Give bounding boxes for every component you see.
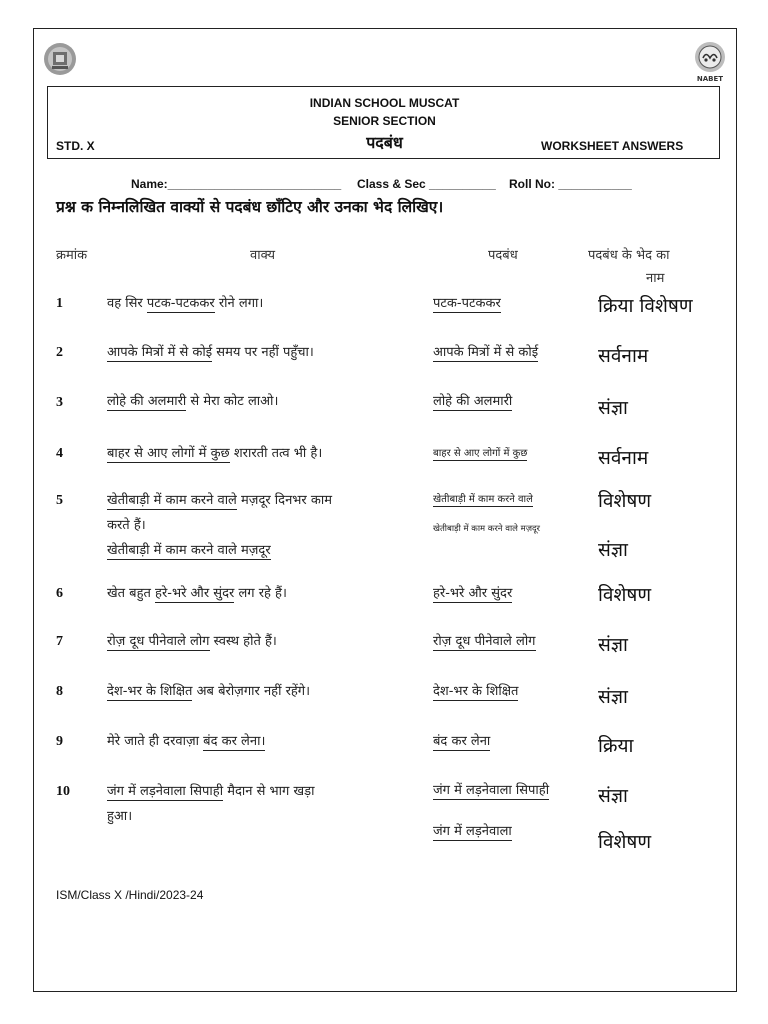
row-number: 7 [56, 634, 63, 649]
col-header-sentence: वाक्य [250, 248, 276, 263]
col-header-serial: क्रमांक [56, 248, 88, 263]
row-number: 4 [56, 446, 63, 461]
phrase-answer: जंग में लड़नेवाला सिपाही [433, 780, 549, 800]
phrase-answer: बंद कर लेना [433, 731, 490, 751]
worksheet-label: WORKSHEET ANSWERS [541, 139, 684, 153]
sentence-text: खेतीबाड़ी में काम करने वाले मज़दूर दिनभर काम [107, 493, 332, 508]
row-number: 8 [56, 684, 63, 699]
phrase-answer: आपके मित्रों में से कोई [433, 342, 538, 362]
phrase-answer-2: खेतीबाड़ी में काम करने वाले मज़दूर [433, 524, 541, 534]
std-label: STD. X [56, 139, 95, 153]
phrase-answer: लोहे की अलमारी [433, 391, 512, 411]
sentence-text: वह सिर पटक-पटककर रोने लगा। [107, 296, 264, 311]
phrase-answer: पटक-पटककर [433, 293, 501, 313]
phrase-answer: देश-भर के शिक्षित [433, 681, 518, 701]
phrase-type: सर्वनाम [598, 345, 649, 367]
school-name: INDIAN SCHOOL MUSCAT [309, 96, 460, 110]
phrase-type: संज्ञा [598, 686, 628, 708]
phrase-type: क्रिया विशेषण [598, 295, 693, 317]
header-box [47, 86, 720, 159]
sentence-text: खेत बहुत हरे-भरे और सुंदर लग रहे हैं। [107, 586, 287, 601]
phrase-type: क्रिया [598, 735, 634, 757]
nabet-logo-icon [690, 40, 730, 84]
phrase-type: विशेषण [598, 584, 652, 606]
sentence-text: मेरे जाते ही दरवाज़ा बंद कर लेना। [107, 734, 266, 749]
phrase-type: संज्ञा [598, 785, 628, 807]
col-header-type: पदबंध के भेद का [588, 248, 670, 263]
sentence-text: बाहर से आए लोगों में कुछ शरारती तत्व भी है। [107, 446, 323, 461]
class-sec-field: Class & Sec __________ [357, 177, 496, 191]
col-header-phrase: पदबंध [488, 248, 518, 263]
section-name: SENIOR SECTION [333, 114, 436, 128]
phrase-answer: बाहर से आए लोगों में कुछ [433, 445, 527, 461]
footer-code: ISM/Class X /Hindi/2023-24 [56, 888, 204, 902]
sentence-text: देश-भर के शिक्षित अब बेरोज़गार नहीं रहेंगे। [107, 684, 311, 699]
row-number: 9 [56, 734, 63, 749]
row-number: 5 [56, 493, 63, 508]
phrase-answer: हरे-भरे और सुंदर [433, 583, 512, 603]
sentence-text: आपके मित्रों में से कोई समय पर नहीं पहुँचा। [107, 345, 314, 360]
instruction: प्रश्न क निम्नलिखित वाक्यों से पदबंध छाँटिए और उनका भेद लिखिए। [56, 198, 444, 216]
phrase-type-2: विशेषण [598, 831, 652, 853]
row-number: 10 [56, 784, 70, 799]
row-number: 3 [56, 395, 63, 410]
sentence-text-line2: हुआ। [107, 809, 133, 824]
sentence-phrase-line3: खेतीबाड़ी में काम करने वाले मज़दूर [107, 540, 271, 560]
sentence-text: जंग में लड़नेवाला सिपाही मैदान से भाग खड़ा [107, 784, 315, 799]
phrase-type: विशेषण [598, 490, 652, 512]
sentence-text-line2: करते हैं। [107, 518, 146, 533]
sentence-text: रोज़ दूध पीनेवाले लोग स्वस्थ होते हैं। [107, 634, 277, 649]
name-field: Name:__________________________ [131, 177, 342, 191]
phrase-type: सर्वनाम [598, 447, 649, 469]
school-logo-icon [42, 41, 78, 77]
row-number: 6 [56, 586, 63, 601]
phrase-type-2: संज्ञा [598, 539, 628, 561]
phrase-answer: रोज़ दूध पीनेवाले लोग [433, 631, 536, 651]
svg-text:NABET: NABET [696, 75, 724, 83]
row-number: 1 [56, 296, 63, 311]
phrase-answer: खेतीबाड़ी में काम करने वाले [433, 491, 533, 507]
phrase-type: संज्ञा [598, 397, 628, 419]
sentence-text: लोहे की अलमारी से मेरा कोट लाओ। [107, 394, 279, 409]
roll-no-field: Roll No: ___________ [509, 177, 632, 191]
row-number: 2 [56, 345, 63, 360]
col-header-type-line2: नाम [646, 271, 665, 286]
phrase-answer-2: जंग में लड़नेवाला [433, 821, 512, 841]
phrase-type: संज्ञा [598, 634, 628, 656]
subject-title: पदबंध [366, 133, 403, 152]
